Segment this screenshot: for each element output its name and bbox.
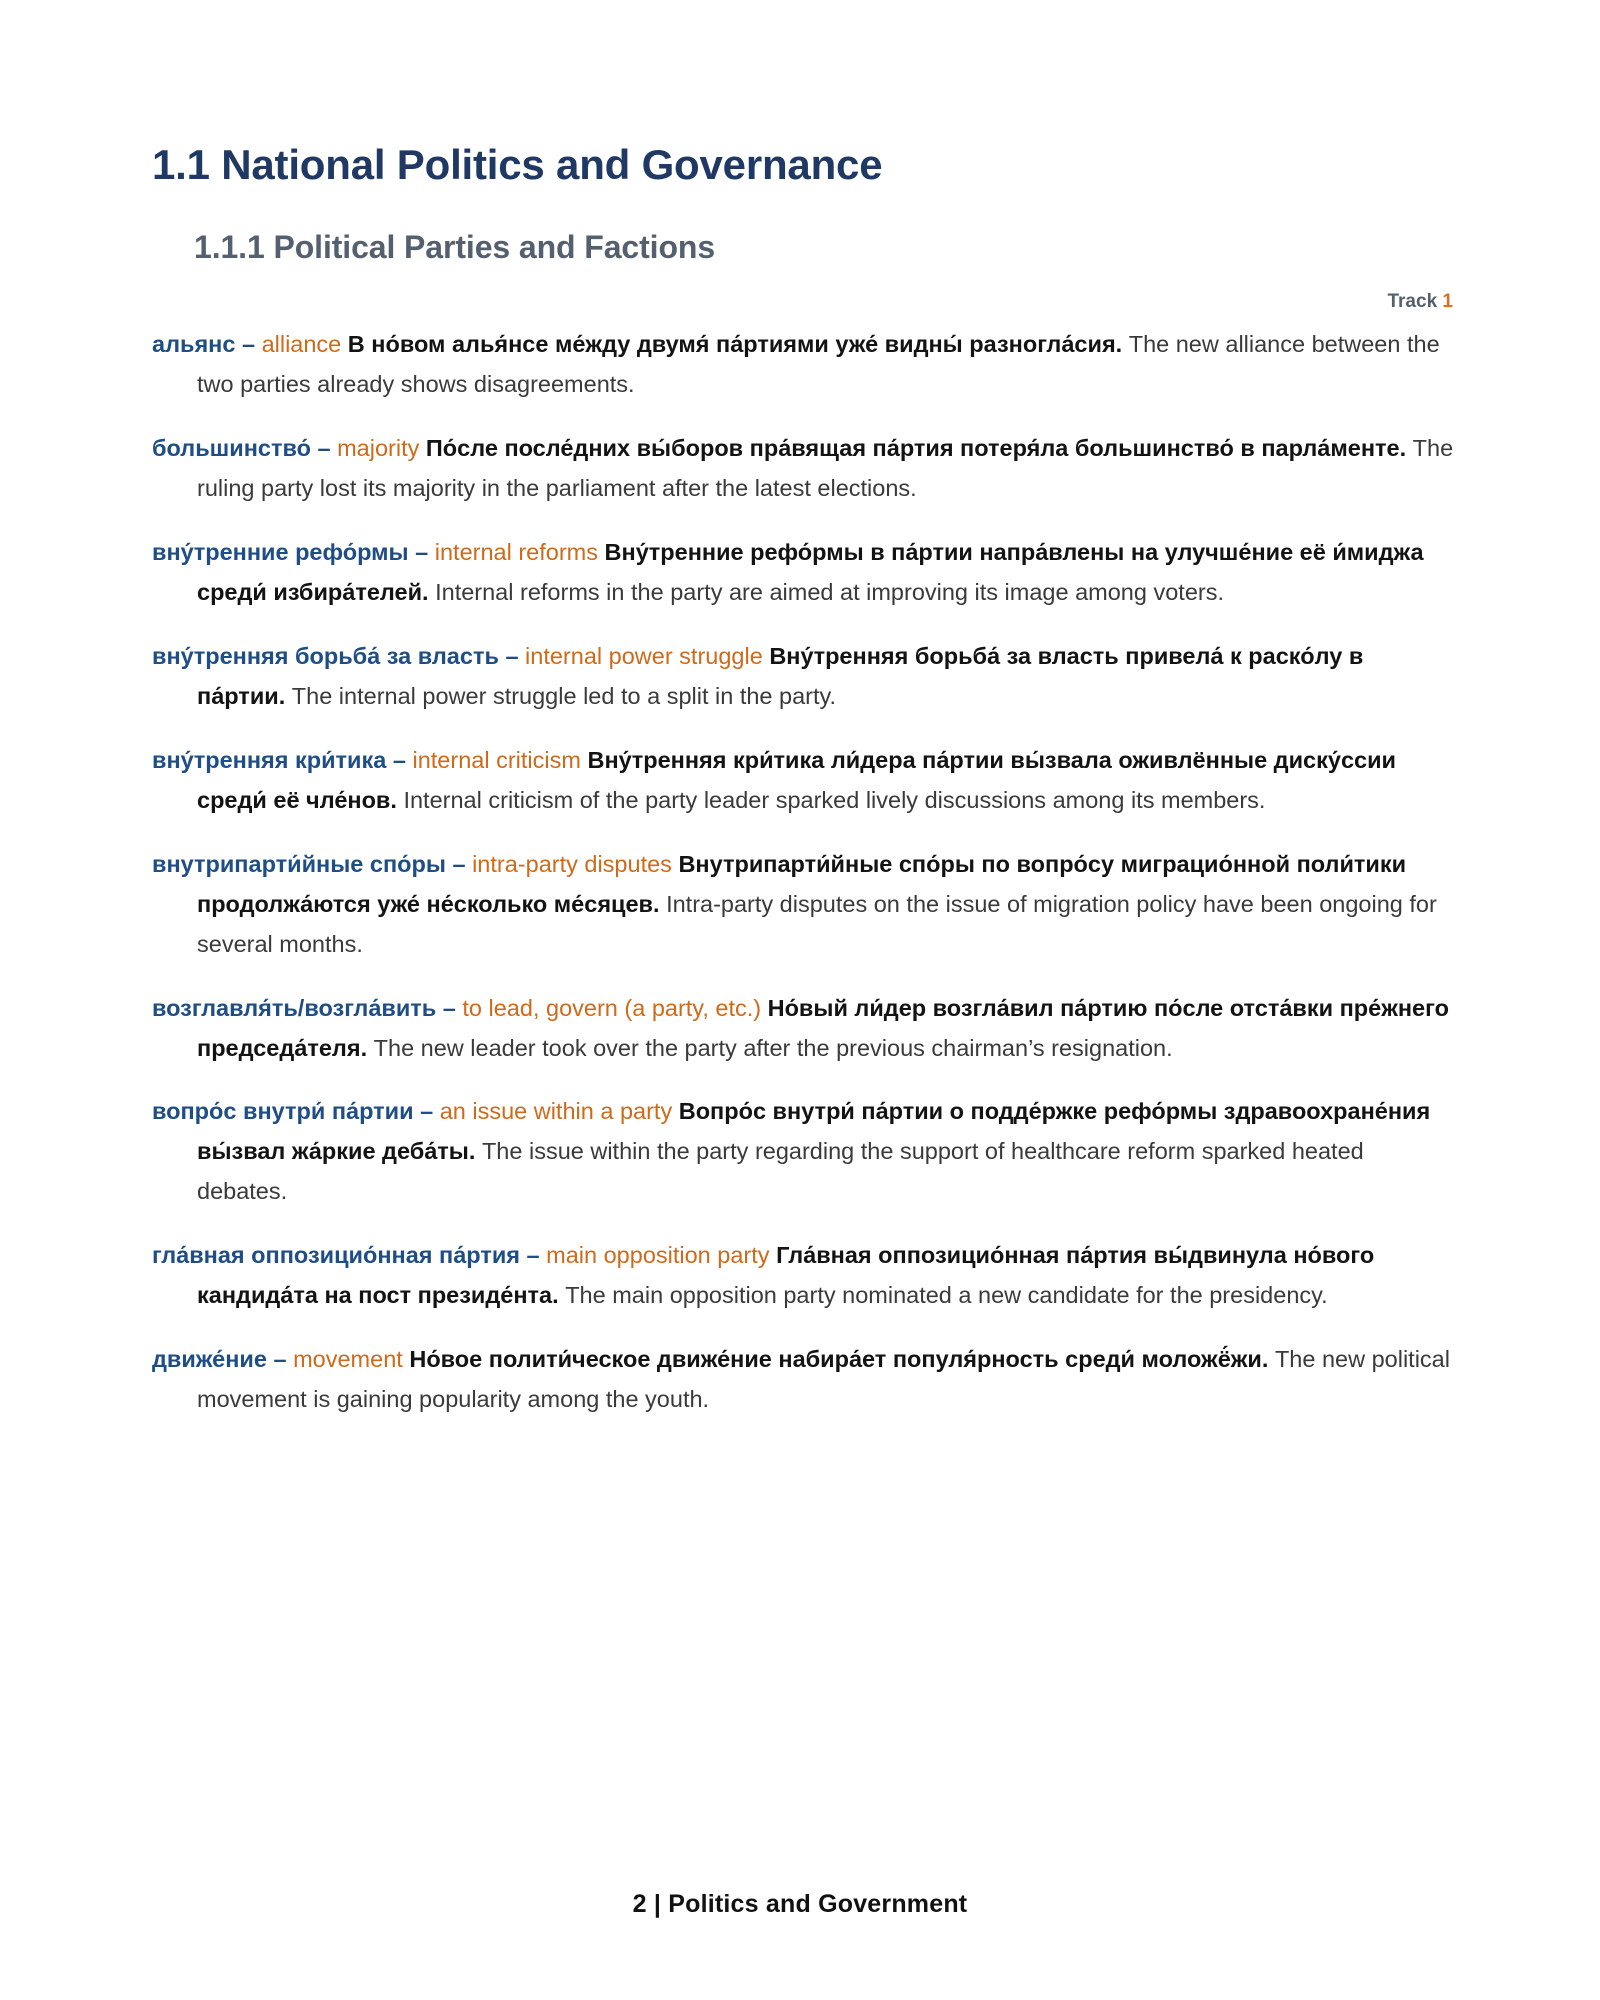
vocabulary-entry [152, 533, 1457, 613]
vocabulary-entry [152, 989, 1457, 1069]
entry-gloss: movement [293, 1346, 403, 1373]
entry-gloss: majority [337, 435, 420, 462]
entry-term: вну́тренние рефо́рмы [152, 539, 409, 566]
entry-translation: The ruling party lost its majority in the parliament after the latest elections. [197, 435, 1454, 502]
entry-separator: – [442, 994, 456, 1021]
entry-gloss: alliance [261, 331, 342, 358]
entry-gloss: an issue within a party [439, 1098, 673, 1125]
entry-separator: – [526, 1242, 540, 1269]
entry-gloss: internal power struggle [525, 643, 763, 669]
entry-separator: – [392, 746, 406, 773]
entry-gloss: to lead, govern (a party, etc.) [462, 994, 762, 1021]
entry-example: Внутрипарти́йные спо́ры по вопро́су миграцио́нной поли́тики продолжа́ются уже́ не́сколько ме́сяцев. [197, 850, 1407, 917]
entry-example: По́сле после́дних вы́боров пра́вящая па́ртия потеря́ла большинство́ в парла́менте. [425, 435, 1407, 462]
track-marker [152, 291, 1457, 313]
entry-term: гла́вная оппозицио́нная па́ртия [152, 1242, 520, 1269]
entry-gloss: internal reforms [434, 539, 598, 566]
entry-separator: – [420, 1098, 434, 1125]
entry-example: Вну́тренняя кри́тика ли́дера па́ртии вы́звала оживлённые диску́ссии среди́ её чле́нов. [197, 746, 1396, 813]
vocabulary-entry [152, 1340, 1457, 1420]
entry-gloss: main opposition party [546, 1242, 770, 1269]
entry-term: альянс [152, 331, 236, 358]
entry-term: возглавля́ть/возгла́вить [152, 994, 437, 1021]
page-title: 1.1 National Politics and Governance [152, 141, 883, 188]
entry-example: Но́вый ли́дер возгла́вил па́ртию по́сле отста́вки пре́жнего председа́теля. [197, 994, 1449, 1061]
entry-example: Вну́тренние рефо́рмы в па́ртии напра́влены на улучше́ние её и́миджа среди́ избира́телей. [197, 539, 1424, 606]
section-subtitle: 1.1.1 Political Parties and Factions [194, 229, 716, 266]
entry-term: внутрипарти́йные спо́ры [152, 850, 446, 877]
entry-term: движе́ние [152, 1346, 267, 1373]
page-footer: 2 | Politics and Government [632, 1890, 968, 1918]
entry-separator: – [415, 539, 429, 566]
entry-example: Гла́вная оппозицио́нная па́ртия вы́двинула но́вого кандида́та на пост президе́нта. [197, 1242, 1375, 1309]
entry-translation: The new alliance between the two parties already shows disagreements. [197, 331, 1440, 398]
vocabulary-entry [152, 325, 1457, 405]
entry-translation: Internal reforms in the party are aimed at improving its image among voters. [435, 579, 1224, 606]
entry-separator: – [241, 331, 256, 358]
track-number: 1 [1442, 291, 1453, 313]
entry-translation: The issue within the party regarding the support of healthcare reform sparked heated debates. [197, 1138, 1364, 1205]
entry-term: вопро́с внутри́ па́ртии [152, 1098, 414, 1125]
vocabulary-entry [152, 741, 1457, 821]
vocabulary-list [152, 325, 1457, 1420]
entry-translation: Internal criticism of the party leader sparked lively discussions among its members. [403, 786, 1266, 813]
vocabulary-entry [152, 637, 1457, 717]
entry-separator: – [273, 1346, 287, 1373]
vocabulary-entry [152, 845, 1457, 965]
entry-example: Но́вое полити́ческое движе́ние набира́ет популя́рность среди́ моложё́жи. [409, 1346, 1269, 1373]
entry-translation: The main opposition party nominated a new candidate for the presidency. [565, 1282, 1328, 1309]
vocabulary-entry [152, 1236, 1457, 1316]
entry-example: Вну́тренняя борьба́ за власть привела́ к раско́лу в па́ртии. [197, 643, 1364, 709]
entry-separator: – [505, 643, 519, 669]
vocabulary-entry [152, 429, 1457, 509]
entry-separator: – [317, 435, 331, 462]
entry-translation: The new political movement is gaining popularity among the youth. [197, 1346, 1450, 1413]
entry-term: вну́тренняя борьба́ за власть [152, 643, 499, 669]
entry-term: вну́тренняя кри́тика [152, 746, 387, 773]
entry-term: большинство́ [152, 435, 311, 462]
entry-example: Вопро́с внутри́ па́ртии о подде́ржке рефо́рмы здравоохране́ния вы́звал жа́ркие деба́ты. [197, 1098, 1431, 1165]
vocabulary-entry [152, 1092, 1457, 1212]
entry-gloss: internal criticism [412, 746, 581, 773]
track-label: Track [1387, 291, 1438, 313]
entry-example: В но́вом алья́нсе ме́жду двумя́ па́ртиями уже́ видны́ разногла́сия. [347, 331, 1123, 358]
entry-gloss: intra-party disputes [472, 850, 672, 877]
entry-translation: Intra-party disputes on the issue of migration policy have been ongoing for several months. [197, 890, 1437, 957]
entry-separator: – [452, 850, 466, 877]
entry-translation: The new leader took over the party after the previous chairman’s resignation. [373, 1034, 1173, 1061]
page-content [152, 0, 1457, 1420]
entry-translation: The internal power struggle led to a split in the party. [291, 682, 837, 709]
